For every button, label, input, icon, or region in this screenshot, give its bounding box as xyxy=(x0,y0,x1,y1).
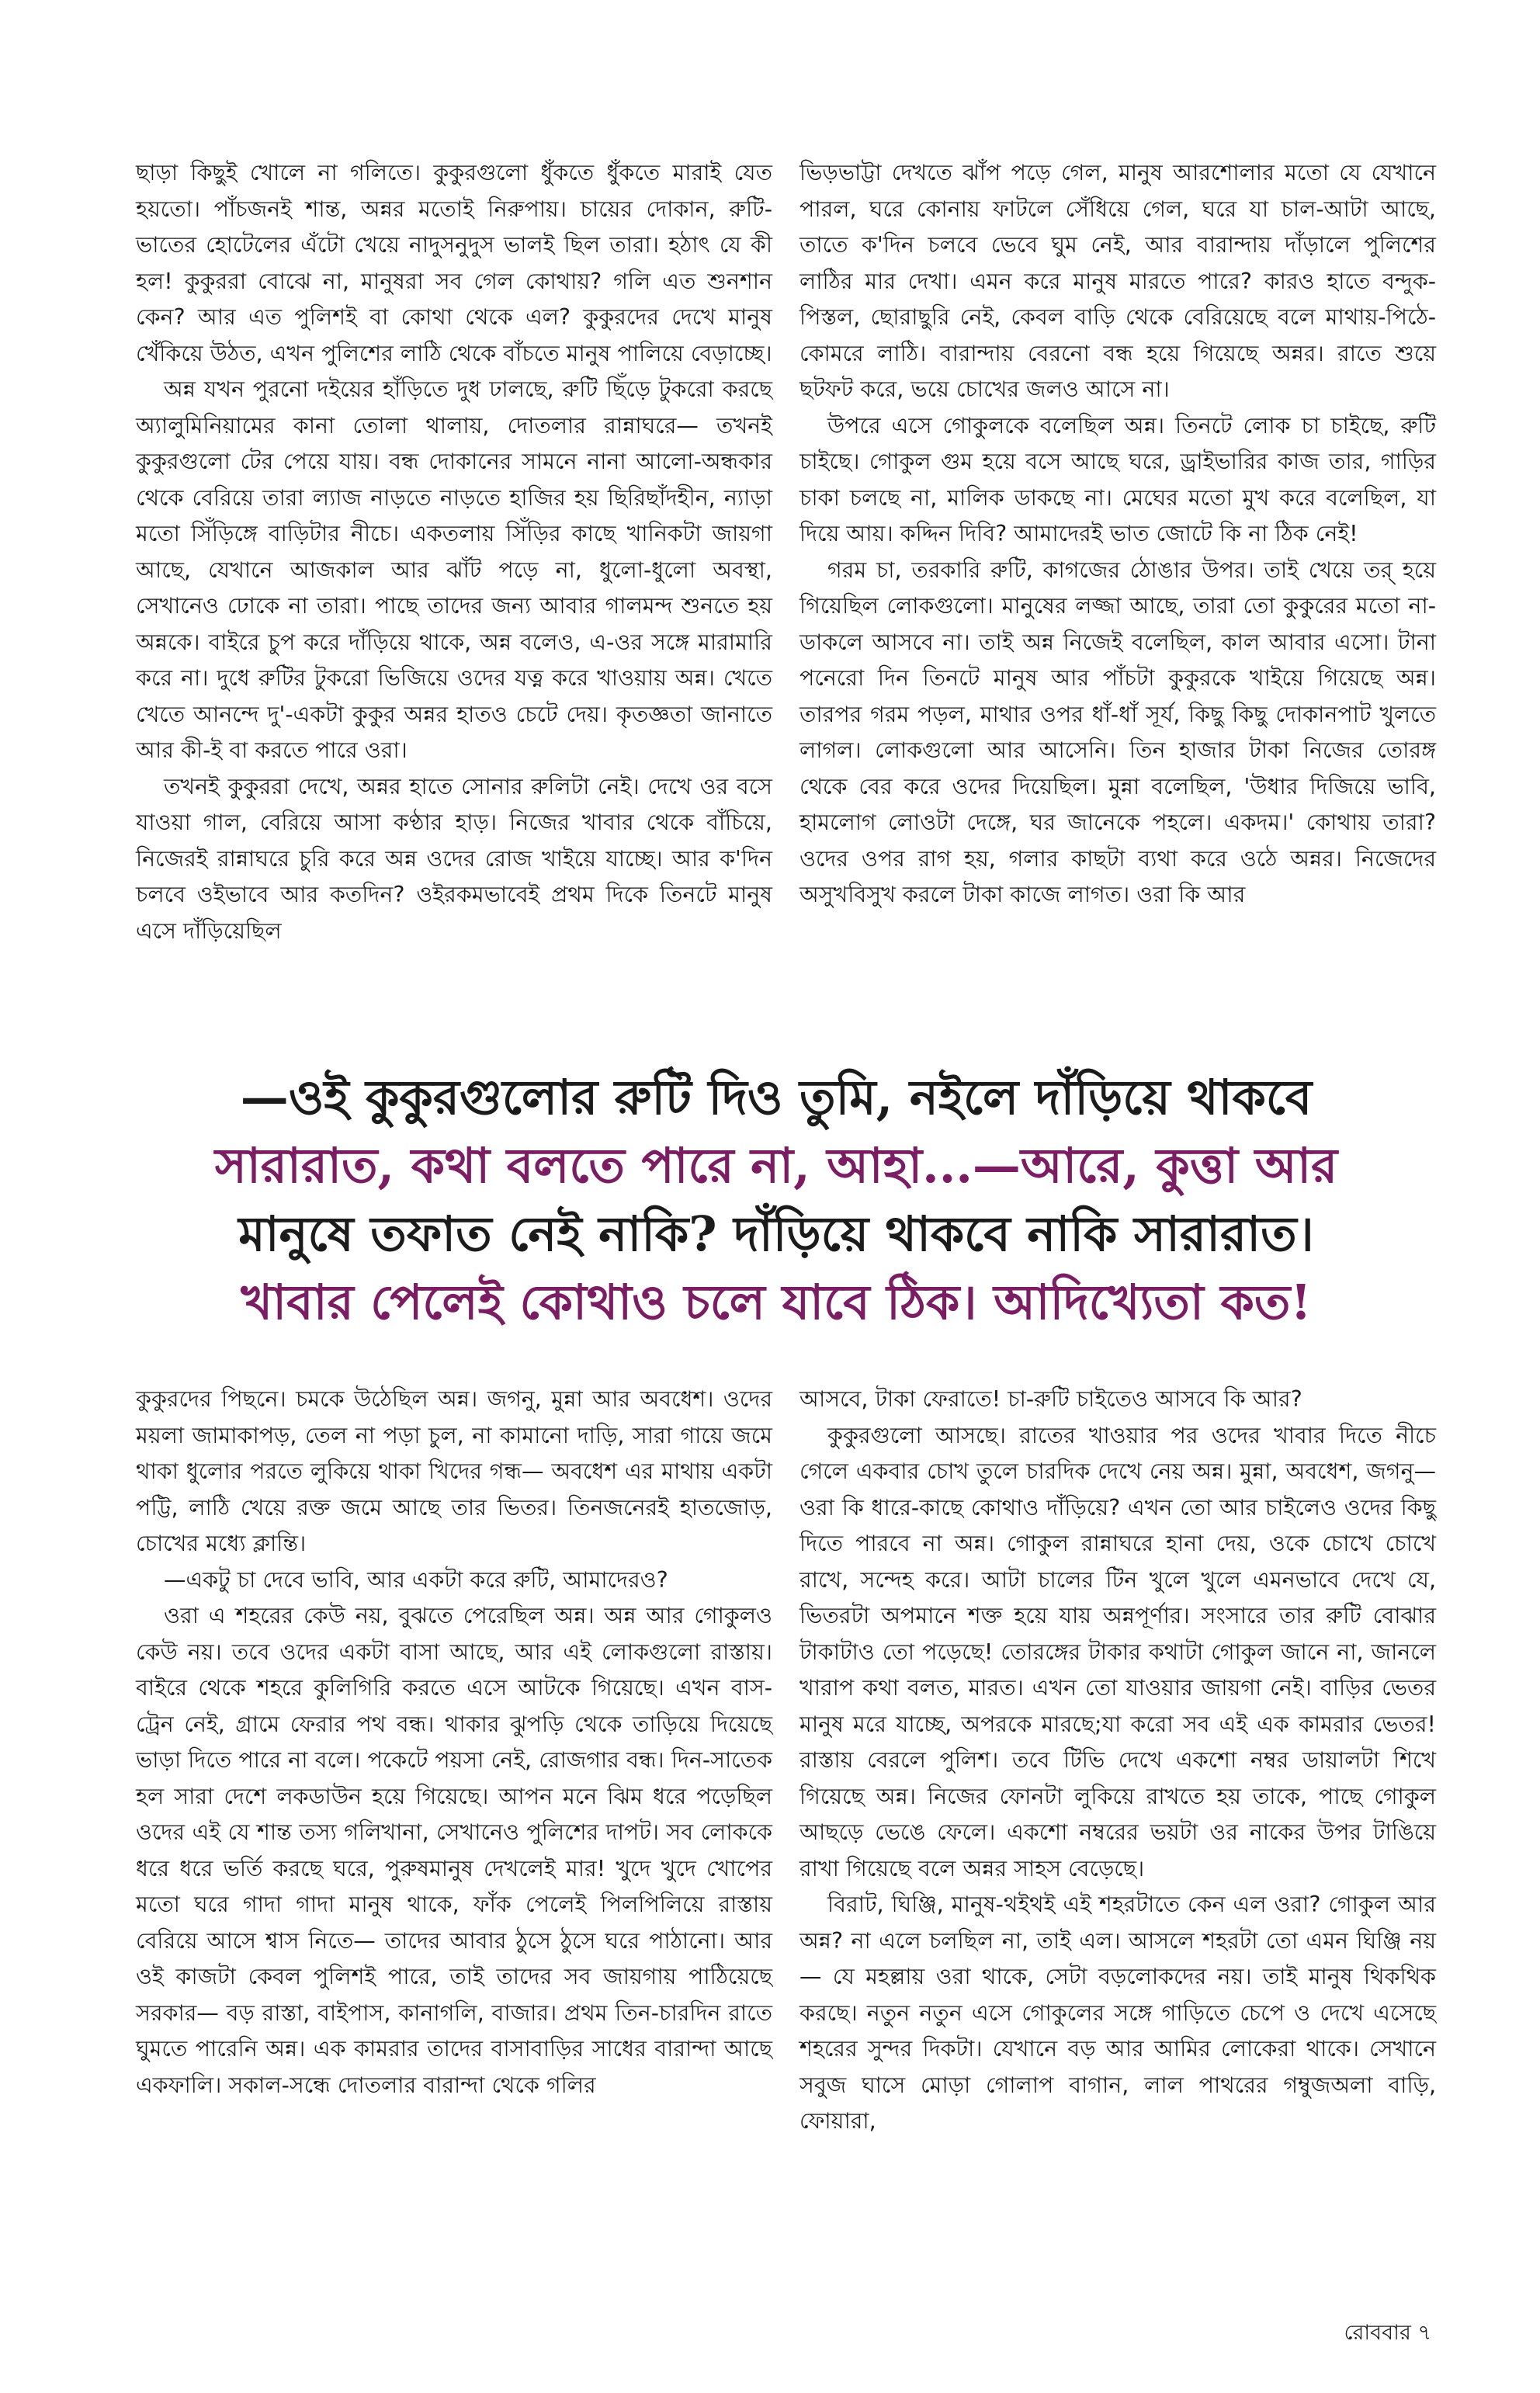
paragraph: ওরা এ শহরের কেউ নয়, বুঝতে পেরেছিল অন্ন। অন্ন আর গোকুলও কেউ নয়। তবে ওদের একটা বাসা আছে, আর এই লোকগুলো রাস্তায়। বাইরে থেকে শহরে কুলিগিরি করতে এসে আটকে গিয়েছে। এখন বাস-ট্রেন নেই, গ্রামে ফেরার পথ বন্ধ। থাকার ঝুপড়ি থেকে তাড়িয়ে দিয়েছে ভাড়া দিতে পারে না বলে। পকেটে পয়সা নেই, রোজগার বন্ধ। দিন-সাতেক হল সারা দেশে লকডাউন হয়ে গিয়েছে। আপন মনে ঝিম ধরে পড়েছিল ওদের এই যে শান্ত তস্য গলিখানা, সেখানেও পুলিশের দাপট। সব লোককে ধরে ধরে ভর্তি করছে ঘরে, পুরুষমানুষ দেখলেই মার! খুদে খুদে খোপের মতো ঘরে গাদা গাদা মানুষ থাকে, ফাঁক পেলেই পিলপিলিয়ে রাস্তায় বেরিয়ে আসে শ্বাস নিতে— তাদের আবার ঠুসে ঠুসে ঘরে পাঠানো। আর ওই কাজটা কেবল পুলিশই পারে, তাই তাদের সব জায়গায় পাঠিয়েছে সরকার— বড় রাস্তা, বাইপাস, কানাগলি, বাজার। প্রথম তিন-চারদিন রাতে ঘুমতে পারেনি অন্ন। এক কামরার তাদের বাসাবাড়ির সাধের বারান্দা আছে একফালি। সকাল-সন্ধে দোতলার বারান্দা থেকে গলির xyxy=(136,1603,772,2098)
top-right-column xyxy=(799,155,1436,914)
top-left-column xyxy=(136,155,772,949)
paragraph: উপরে এসে গোকুলকে বলেছিল অন্ন। তিনটে লোক চা চাইছে, রুটি চাইছে। গোকুল গুম হয়ে বসে আছে ঘরে, ড্রাইভারির কাজ তার, গাড়ির চাকা চলছে না, মালিক ডাকছে না। মেঘের মতো মুখ করে বলেছিল, যা দিয়ে আয়। কদ্দিন দিবি? আমাদেরই ভাত জোটে কি না ঠিক নেই! xyxy=(799,412,1436,546)
pull-quote-line: খাবার পেলেই কোথাও চলে যাবে ঠিক। আদিখ্যেতা কত! xyxy=(241,1274,1312,1330)
paragraph: তখনই কুকুররা দেখে, অন্নর হাতে সোনার রুলিটা নেই। দেখে ওর বসে যাওয়া গাল, বেরিয়ে আসা কণ্ঠার হাড়। নিজের খাবার থেকে বাঁচিয়ে, নিজেরই রান্নাঘরে চুরি করে অন্ন ওদের রোজ খাইয়ে যাচ্ছে। আর ক'দিন চলবে ওইভাবে আর কতদিন? ওইরকমভাবেই প্রথম দিকে তিনটে মানুষ এসে দাঁড়িয়েছিল xyxy=(136,773,772,944)
paragraph: আসবে, টাকা ফেরাতে! চা-রুটি চাইতেও আসবে কি আর? xyxy=(799,1386,1302,1412)
paragraph: কুকুরগুলো আসছে। রাতের খাওয়ার পর ওদের খাবার দিতে নীচে গেলে একবার চোখ তুলে চারদিক দেখে নেয় অন্ন। মুন্না, অবধেশ, জগনু— ওরা কি ধারে-কাছে কোথাও দাঁড়িয়ে? এখন তো আর চাইলেও ওদের কিছু দিতে পারবে না অন্ন। গোকুল রান্নাঘরে হানা দেয়, ওকে চোখে চোখে রাখে, সন্দেহ করে। আটা চালের টিন খুলে খুলে এমনভাবে দেখে যে, ভিতরটা অপমানে শক্ত হয়ে যায় অন্নপূর্ণার। সংসারে তার রুটি বোঝার টাকাটাও তো পড়েছে! তোরঙ্গের টাকার কথাটা গোকুল জানে না, জানলে খারাপ কথা বলত, মারত। এখন তো যাওয়ার জায়গা নেই। বাড়ির ভেতর মানুষ মরে যাচ্ছে, অপরকে মারছে;যা করো সব এই এক কামরার ভেতর! রাস্তায় বেরলে পুলিশ। তবে টিভি দেখে একশো নম্বর ডায়ালটা শিখে গিয়েছে অন্ন। নিজের ফোনটা লুকিয়ে রাখতে হয় তাকে, পাছে গোকুল আছড়ে ভেঙে ফেলে। একশো নম্বরের ভয়টা ওর নাকের উপর টাঙিয়ে রাখা গিয়েছে বলে অন্নর সাহস বেড়েছে। xyxy=(799,1422,1436,1881)
pull-quote-line: মানুষে তফাত নেই নাকি? দাঁড়িয়ে থাকবে নাকি সারারাত। xyxy=(238,1205,1314,1262)
paragraph: বিরাট, ঘিঞ্জি, মানুষ-থইথই এই শহরটাতে কেন এল ওরা? গোকুল আর অন্ন? না এলে চলছিল না, তাই এল। আসলে শহরটা তো এমন ঘিঞ্জি নয়— যে মহল্লায় ওরা থাকে, সেটা বড়লোকদের নয়। তাই মানুষ থিকথিক করছে। নতুন নতুন এসে গোকুলের সঙ্গে গাড়িতে চেপে ও দেখে এসেছে শহরের সুন্দর দিকটা। যেখানে বড় আর আমির লোকেরা থাকে। সেখানে সবুজ ঘাসে মোড়া গোলাপ বাগান, লাল পাথরের গম্বুজঅলা বাড়ি, ফোয়ারা, xyxy=(799,1892,1436,2134)
bottom-right-column xyxy=(799,1382,1436,2140)
pull-quote-line: —ওই কুকুরগুলোর রুটি দিও তুমি, নইলে দাঁড়িয়ে থাকবে xyxy=(240,1069,1313,1125)
bottom-left-column xyxy=(136,1382,772,2103)
dialogue-line: —একটু চা দেবে ভাবি, আর একটা করে রুটি, আমাদেরও? xyxy=(164,1566,668,1593)
page-folio: রোববার ৭ xyxy=(1344,2321,1431,2345)
paragraph: গরম চা, তরকারি রুটি, কাগজের ঠোঙার উপর। তাই খেয়ে তর্ হয়ে গিয়েছিল লোকগুলো। মানুষের লজ্জা আছে, তারা তো কুকুরের মতো না-ডাকলে আসবে না। তাই অন্ন নিজেই বলেছিল, কাল আবার এসো। টানা পনেরো দিন তিনটে মানুষ আর পাঁচটা কুকুরকে খাইয়ে গিয়েছে অন্ন। তারপর গরম পড়ল, মাথার ওপর ধাঁ-ধাঁ সূর্য, কিছু কিছু দোকানপাট খুলতে লাগল। লোকগুলো আর আসেনি। তিন হাজার টাকা নিজের তোরঙ্গ থেকে বের করে ওদের দিয়েছিল। মুন্না বলেছিল, 'উধার দিজিয়ে ভাবি, হামলোগ লোওটা দেঙ্গে, ঘর জানেকে পহলে। একদম।' কোথায় তারা? ওদের ওপর রাগ হয়, গলার কাছটা ব্যথা করে ওঠে অন্নর। নিজেদের অসুখবিসুখ করলে টাকা কাজে লাগত। ওরা কি আর xyxy=(799,557,1436,907)
paragraph: অন্ন যখন পুরনো দইয়ের হাঁড়িতে দুধ ঢালছে, রুটি ছিঁড়ে টুকরো করছে অ্যালুমিনিয়ামের কানা তোলা থালায়, দোতলার রান্নাঘরে— তখনই কুকুরগুলো টের পেয়ে যায়। বন্ধ দোকানের সামনে নানা আলো-অন্ধকার থেকে বেরিয়ে তারা ল্যাজ নাড়তে নাড়তে হাজির হয় ছিরিছাঁদহীন, ন্যাড়া মতো সিঁড়িঙ্গে বাড়িটার নীচে। একতলায় সিঁড়ির কাছে খানিকটা জায়গা আছে, যেখানে আজকাল আর ঝাঁট পড়ে না, ধুলো-ধুলো অবস্থা, সেখানেও ঢোকে না তারা। পাছে তাদের জন্য আবার গালমন্দ শুনতে হয় অন্নকে। বাইরে চুপ করে দাঁড়িয়ে থাকে, অন্ন বলেও, এ-ওর সঙ্গে মারামারি করে না। দুধে রুটির টুকরো ভিজিয়ে ওদের যত্ন করে খাওয়ায় অন্ন। খেতে খেতে আনন্দে দু'-একটা কুকুর অন্নর হাতও চেটে দেয়। কৃতজ্ঞতা জানাতে আর কী-ই বা করতে পারে ওরা। xyxy=(136,376,772,763)
paragraph: কুকুরদের পিছনে। চমকে উঠেছিল অন্ন। জগনু, মুন্না আর অবধেশ। ওদের ময়লা জামাকাপড়, তেল না পড়া চুল, না কামানো দাড়ি, সারা গায়ে জমে থাকা ধুলোর পরতে লুকিয়ে থাকা খিদের গন্ধ— অবধেশ এর মাথায় একটা পট্টি, লাঠি খেয়ে রক্ত জমে আছে তার ভিতর। তিনজনেরই হাতজোড়, চোখের মধ্যে ক্লান্তি। xyxy=(136,1386,772,1556)
pull-quote xyxy=(116,1063,1436,1337)
paragraph: ছাড়া কিছুই খোলে না গলিতে। কুকুরগুলো ধুঁকতে ধুঁকতে মারাই যেত হয়তো। পাঁচজনই শান্ত, অন্নর মতোই নিরুপায়। চায়ের দোকান, রুটি-ভাতের হোটেলের এঁটো খেয়ে নাদুসনুদুস ভালই ছিল তারা। হঠাৎ যে কী হল! কুকুররা বোঝে না, মানুষরা সব গেল কোথায়? গলি এত শুনশান কেন? আর এত পুলিশই বা কোথা থেকে এল? কুকুরদের দেখে মানুষ খেঁকিয়ে উঠত, এখন পুলিশের লাঠি থেকে বাঁচতে মানুষ পালিয়ে বেড়াচ্ছে। xyxy=(136,160,772,366)
paragraph: ভিড়ভাট্টা দেখতে ঝাঁপ পড়ে গেল, মানুষ আরশোলার মতো যে যেখানে পারল, ঘরে কোনায় ফাটলে সেঁধিয়ে গেল, ঘরে যা চাল-আটা আছে, তাতে ক'দিন চলবে ভেবে ঘুম নেই, আর বারান্দায় দাঁড়ালে পুলিশের লাঠির মার দেখা। এমন করে মানুষ মারতে পারে? কারও হাতে বন্দুক-পিস্তল, ছোরাছুরি নেই, কেবল বাড়ি থেকে বেরিয়েছে বলে মাথায়-পিঠে-কোমরে লাঠি। বারান্দায় বেরনো বন্ধ হয়ে গিয়েছে অন্নর। রাতে শুয়ে ছটফট করে, ভয়ে চোখের জলও আসে না। xyxy=(799,160,1436,402)
pull-quote-line: সারারাত, কথা বলতে পারে না, আহা...—আরে, কুত্তা আর xyxy=(214,1137,1338,1194)
